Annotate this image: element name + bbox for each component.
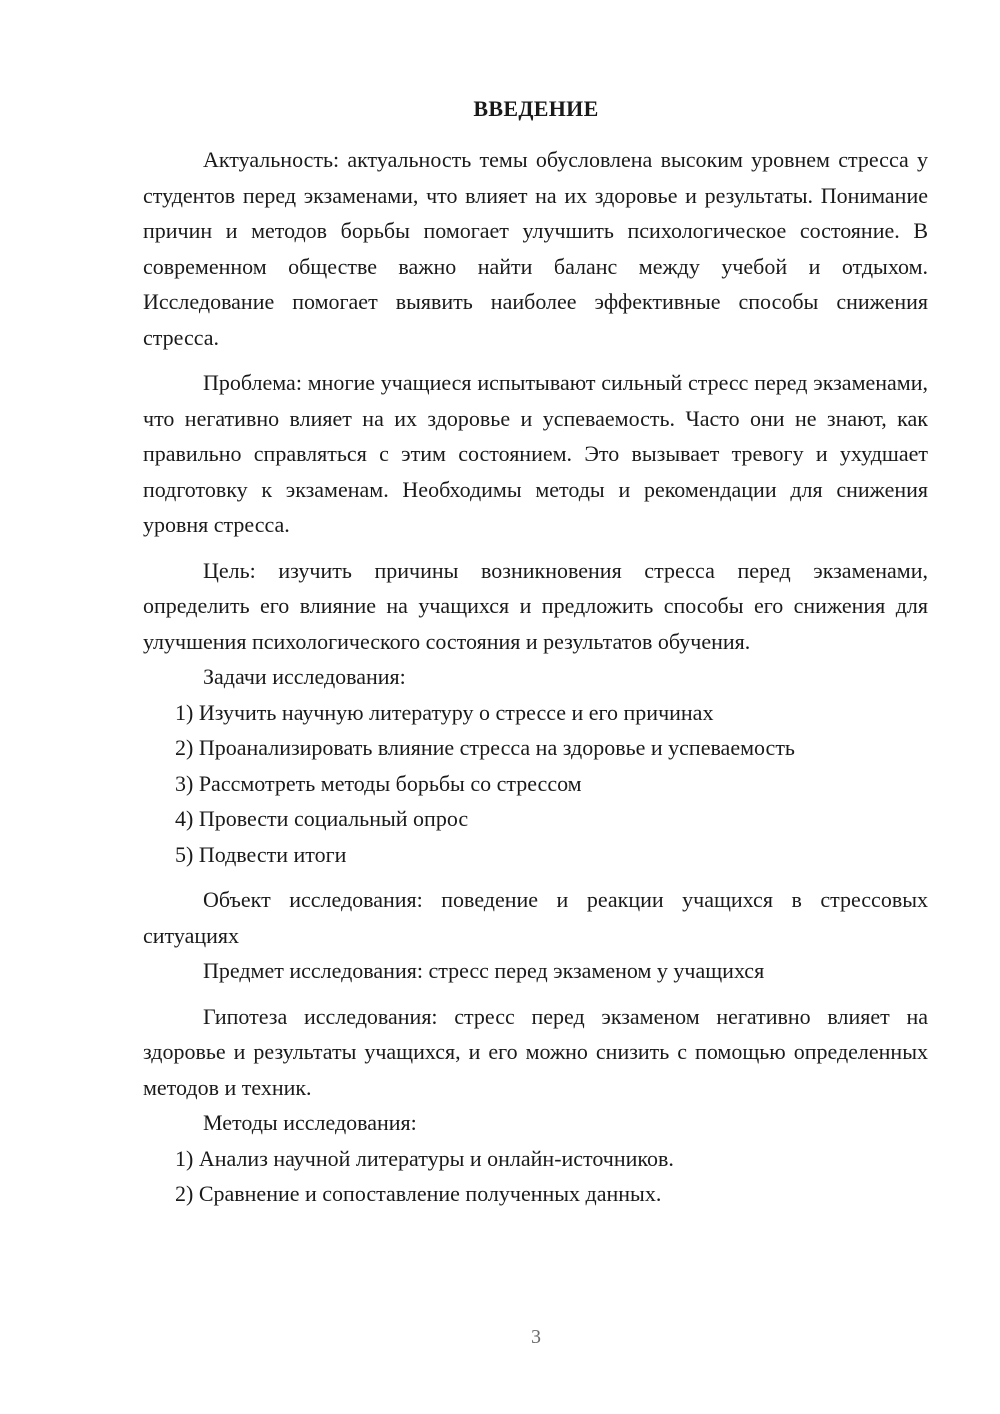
task-item: 1) Изучить научную литературу о стрессе и его причинах	[175, 699, 714, 725]
subject-paragraph: Предмет исследования: стресс перед экзаменом у учащихся	[203, 958, 765, 983]
relevance-paragraph: Актуальность: актуальность темы обусловлена высоким уровнем стресса у студентов перед экзаменами, что влияет на их здоровье и результаты. Понимание причин и методов борьбы помогает улучшить психологическое состояние. В современном обществе важно найти баланс между учебой и отдыхом. Исследование помогает выявить наиболее эффективные способы снижения стресса.	[143, 147, 928, 350]
page-title: ВВЕДЕНИЕ	[473, 96, 599, 121]
methods-title: Методы исследования:	[203, 1110, 417, 1135]
task-item: 5) Подвести итоги	[175, 841, 347, 867]
document-body	[143, 142, 928, 1212]
goal-paragraph: Цель: изучить причины возникновения стресса перед экзаменами, определить его влияние на учащихся и предложить способы его снижения для улучшения психологического состояния и результатов обучения.	[143, 557, 928, 654]
task-item: 2) Проанализировать влияние стресса на здоровье и успеваемость	[175, 735, 795, 760]
method-item: 2) Сравнение и сопоставление полученных данных.	[175, 1181, 662, 1206]
hypothesis-paragraph: Гипотеза исследования: стресс перед экзаменом негативно влияет на здоровье и результаты учащихся, и его можно снизить с помощью определенных методов и техник.	[143, 1003, 928, 1100]
task-item: 3) Рассмотреть методы борьбы со стрессом	[175, 770, 582, 796]
tasks-title: Задачи исследования:	[203, 664, 406, 689]
page-number: 3	[531, 1326, 541, 1348]
object-paragraph: Объект исследования: поведение и реакции учащихся в стрессовых ситуациях	[143, 887, 928, 948]
method-item: 1) Анализ научной литературы и онлайн-источников.	[175, 1145, 674, 1171]
task-item: 4) Провести социальный опрос	[175, 806, 469, 831]
problem-paragraph: Проблема: многие учащиеся испытывают сильный стресс перед экзаменами, что негативно влияет на их здоровье и успеваемость. Часто они не знают, как правильно справляться с этим состоянием. Это вызывает тревогу и ухудшает подготовку к экзаменам. Необходимы методы и рекомендации для снижения уровня стресса.	[143, 370, 928, 537]
